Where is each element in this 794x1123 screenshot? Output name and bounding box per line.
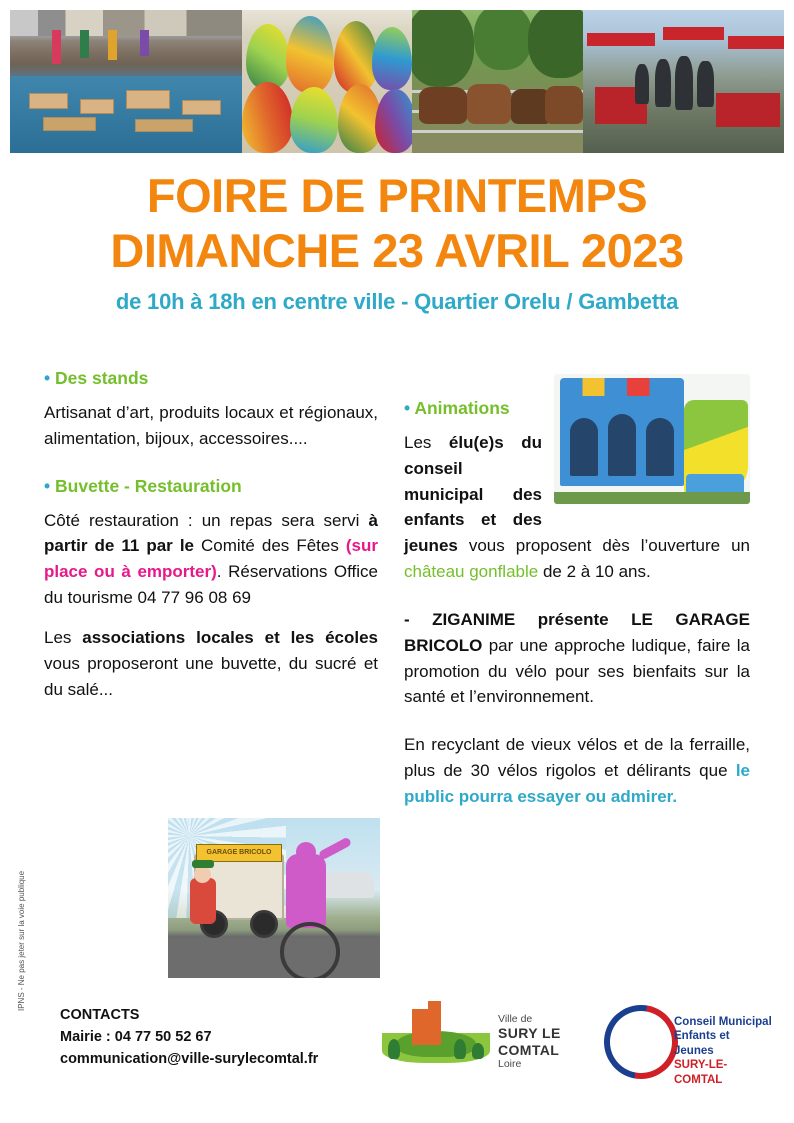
poster-title-line-1: FOIRE DE PRINTEMPS [146, 169, 648, 222]
bullet-icon: • [44, 368, 51, 388]
associations-text-c: vous proposeront une buvette, du sucré et du salé... [44, 653, 378, 699]
animations-text-c: vous proposent dès l’ouverture un [457, 536, 750, 556]
restauration-highlight: (sur place ou à emporter) [44, 536, 378, 582]
tent-table [716, 93, 780, 127]
contacts-email[interactable]: communication@ville-surylecomtal.fr [60, 1050, 319, 1067]
logo-ville-line-2: SURY LE COMTAL [498, 1025, 561, 1058]
grass-strip [554, 492, 750, 504]
logo-conseil-line-3: SURY-LE-COMTAL [674, 1059, 728, 1086]
hanging-cloth [52, 30, 61, 64]
garage-bricolo-sign: GARAGE BRICOLO [196, 844, 282, 862]
recyclage-text-a: En recyclant de vieux vélos et de la ferraille, plus de 30 vélos rigolos et délirants que [404, 735, 750, 781]
ziganime-paragraph [404, 607, 750, 710]
clown-figure [190, 878, 216, 924]
castle-arch [608, 414, 636, 476]
garage-bricolo-photo [168, 818, 380, 978]
recyclage-highlight: le public pourra essayer ou admirer. [404, 761, 750, 806]
tent-canopy [663, 27, 723, 40]
section-heading-buvette [44, 476, 378, 497]
logo-ville-line-1: Ville de [498, 1013, 533, 1025]
cows-pen-photo [412, 10, 582, 153]
wood-craft-item [43, 117, 96, 130]
wood-craft-item [135, 119, 193, 132]
logo-conseil-line-2: Enfants et Jeunes [674, 1030, 730, 1057]
cow-shape [467, 84, 511, 124]
woven-baskets-photo [242, 10, 412, 153]
poster-subtitle: de 10h à 18h en centre ville - Quartier Orelu / Gambetta [115, 288, 679, 314]
contacts-title: CONTACTS [60, 1007, 140, 1023]
unicycle-wheel [280, 922, 340, 978]
animations-text-b: élu(e)s du conseil municipal des enfants et des jeunes [404, 433, 542, 556]
recyclage-paragraph [404, 732, 750, 809]
bullet-icon: • [404, 398, 411, 418]
church-tower-shape [428, 1001, 441, 1045]
poster-title-line-2: DIMANCHE 23 AVRIL 2023 [110, 224, 684, 278]
visitor-figure [655, 59, 671, 108]
tree-shape [454, 1039, 466, 1059]
woven-basket [372, 27, 413, 90]
tree-shape [528, 10, 583, 78]
photo-strip [10, 10, 784, 153]
hanging-cloth [108, 30, 117, 60]
tent-canopy [587, 33, 655, 46]
wood-craft-item [182, 100, 221, 115]
visitor-figure [635, 64, 649, 104]
castle-arch [646, 418, 674, 476]
section-heading-stands [44, 368, 378, 389]
logo-ville-text [498, 1013, 582, 1071]
poster-title-block [0, 168, 794, 315]
restauration-paragraph [44, 508, 378, 611]
woven-basket [242, 82, 293, 154]
tree-shape [412, 10, 473, 87]
logo-ville-sury-le-comtal [382, 1005, 582, 1073]
restauration-text-a: Côté restauration : un repas sera servi [44, 510, 369, 530]
castle-roof [560, 378, 684, 396]
bullet-icon: • [44, 475, 51, 496]
woven-basket [246, 24, 290, 90]
inflatable-castle-photo [554, 374, 750, 504]
unicyclist-head [296, 842, 316, 862]
right-column [404, 398, 750, 810]
cart-wheel [250, 910, 278, 938]
hanging-cloth [80, 30, 89, 58]
clown-hat [192, 860, 214, 868]
ziganime-text: par une approche ludique, faire la promotion du vélo pour ses bienfaits sur la santé et l’environnement. [404, 635, 750, 707]
clown-head [194, 866, 211, 883]
logo-conseil-municipal [600, 999, 772, 1086]
unicyclist-figure [286, 854, 326, 928]
ziganime-title: - ZIGANIME présente LE GARAGE BRICOLO [404, 609, 750, 655]
animations-text-e: de 2 à 10 ans. [538, 562, 651, 582]
left-column [44, 368, 378, 702]
associations-text-b: associations locales et les écoles [82, 627, 378, 647]
wood-craft-item [29, 93, 68, 109]
visitor-figure [697, 61, 713, 107]
tree-shape [388, 1039, 400, 1059]
cow-shape [545, 86, 582, 125]
woven-basket [290, 87, 338, 153]
market-stall-crafts-photo [10, 10, 242, 153]
tent-canopy [728, 36, 784, 49]
section-heading-buvette-label: Buvette - Restauration [55, 475, 242, 496]
associations-paragraph [44, 625, 378, 702]
restauration-text-b: à partir de 11 par le [44, 510, 378, 556]
wood-craft-item [80, 99, 115, 114]
section-heading-animations-label: Animations [414, 398, 510, 418]
logo-ville-line-3: Loire [498, 1058, 522, 1071]
animations-highlight: château gonflable [404, 562, 539, 582]
legal-note: IPNS - Ne pas jeter sur la voie publique [17, 870, 26, 1011]
wood-craft-item [126, 90, 170, 109]
contacts-block [60, 1005, 318, 1070]
restauration-text-e: . Réservations Office du tourisme 04 77 96 08 69 [44, 562, 378, 608]
contacts-phone: Mairie : 04 77 50 52 67 [60, 1028, 212, 1045]
logo-conseil-text [674, 1015, 772, 1087]
section-heading-stands-label: Des stands [55, 368, 149, 388]
red-market-tents-photo [583, 10, 784, 153]
footer [0, 870, 794, 1123]
fence-rail [412, 130, 582, 133]
canopy-shape [10, 10, 242, 36]
road-surface [168, 938, 380, 978]
tree-shape [472, 1043, 484, 1059]
restauration-text-c: Comité des Fêtes [194, 536, 346, 556]
logo-conseil-line-1: Conseil Municipal [674, 1016, 772, 1028]
stands-description: Artisanat d’art, produits locaux et régionaux, alimentation, bijoux, accessoires.... [44, 403, 378, 448]
castle-arch [570, 418, 598, 476]
animations-text-a: Les [404, 433, 449, 452]
cow-shape [419, 87, 467, 124]
hanging-cloth [140, 30, 149, 56]
woven-basket [375, 89, 412, 153]
tree-shape [474, 10, 532, 70]
woven-basket [286, 16, 334, 93]
visitor-figure [675, 56, 693, 110]
associations-text-a: Les [44, 627, 83, 647]
